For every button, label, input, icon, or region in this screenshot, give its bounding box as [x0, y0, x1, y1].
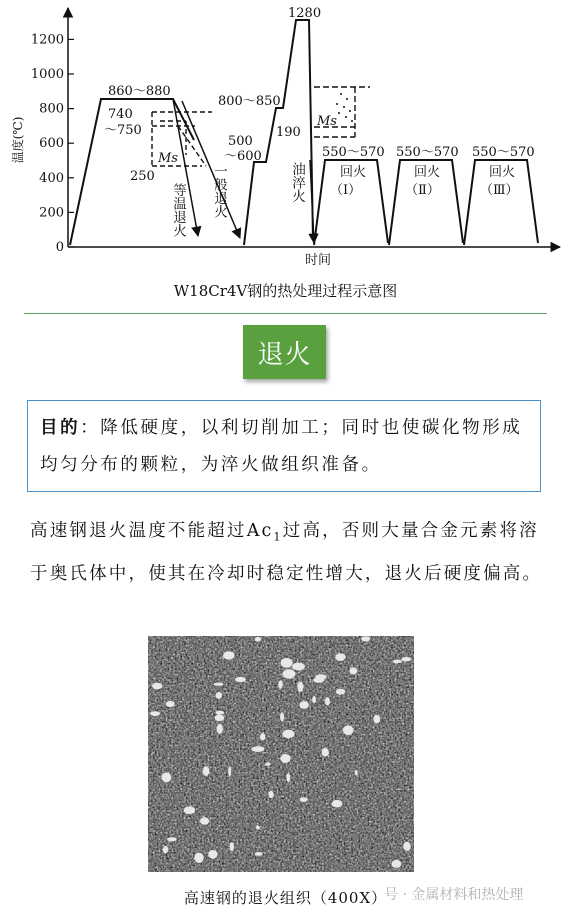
carbide-particle: [228, 766, 231, 776]
carbide-particle: [252, 746, 265, 752]
carbide-particle: [265, 762, 271, 766]
temper2-range: 550～570: [396, 145, 459, 160]
carbide-particle: [184, 806, 195, 814]
carbide-particle: [280, 754, 290, 763]
y-tick-label: 600: [39, 136, 64, 152]
carbide-particle: [256, 826, 260, 830]
carbide-particle: [281, 658, 293, 668]
ms-low-temp-label: 250: [130, 169, 155, 184]
normal-anneal-label: 一般退火: [211, 164, 227, 218]
purpose-label: 目的: [40, 418, 81, 438]
carbide-particle: [268, 791, 273, 798]
y-axis-ticks: [68, 39, 74, 247]
carbide-particle: [373, 715, 380, 724]
carbide-particle: [152, 683, 162, 690]
anneal-temp-label: 860～880: [108, 84, 171, 99]
carbide-particle: [292, 663, 305, 671]
y-axis-tick-labels: [31, 32, 64, 255]
carbide-particle: [167, 837, 176, 841]
carbide-particle: [322, 748, 329, 757]
carbide-particle: [163, 846, 168, 853]
carbide-particle: [280, 712, 284, 721]
carbide-particle: [335, 653, 345, 661]
isothermal-temp-label-a: 740: [108, 107, 133, 122]
temper3-numeral: （Ⅲ）: [480, 183, 519, 198]
peak-temp-label: 1280: [288, 6, 322, 21]
preheat2-label: 800～850: [218, 94, 281, 109]
y-tick-label: 200: [39, 205, 64, 221]
ms-dots: [336, 93, 353, 122]
carbide-particle: [325, 697, 330, 705]
carbide-particle: [299, 701, 309, 709]
temper3-range: 550～570: [472, 145, 535, 160]
carbide-particle: [332, 800, 343, 808]
preheat1-label: 500: [228, 134, 253, 149]
carbide-particle: [393, 660, 402, 663]
x-axis-label: 时间: [304, 253, 332, 268]
carbide-particle: [297, 682, 303, 692]
temper1-range: 550～570: [322, 145, 385, 160]
diagram-caption: W18Cr4V钢的热处理过程示意图: [173, 282, 398, 300]
temper3-label: 回火: [489, 165, 516, 180]
carbide-particle: [312, 696, 316, 703]
oil-quench-label: 油淬火: [289, 162, 305, 203]
carbide-particle: [162, 772, 172, 782]
carbide-particle: [260, 733, 265, 740]
preheat1b-label: ～600: [224, 149, 262, 164]
ms-low-label: Ms: [158, 151, 178, 166]
carbide-particle: [203, 766, 210, 776]
carbide-particle: [392, 860, 402, 868]
body-paragraph: [30, 513, 545, 593]
carbide-particle: [278, 680, 282, 689]
carbide-particle: [286, 773, 290, 782]
temper2-label: 回火: [414, 165, 441, 180]
ms-high-temp-label: 190: [276, 125, 301, 140]
y-axis-label: 温度(℃): [11, 116, 25, 164]
ms-high-label: Ms: [317, 114, 337, 129]
temper2-numeral: （Ⅱ）: [405, 183, 440, 198]
carbide-particle: [215, 715, 225, 721]
micrograph-image: [148, 636, 414, 872]
carbide-particle: [213, 683, 223, 686]
section-title-badge: 退火: [243, 325, 326, 379]
carbide-particle: [283, 669, 296, 678]
carbide-particle: [150, 711, 160, 716]
isothermal-anneal-label: 等温退火: [170, 183, 186, 237]
carbide-particle: [255, 637, 262, 642]
carbide-particle: [166, 701, 175, 707]
carbide-particle: [355, 770, 358, 776]
y-tick-label: 1000: [30, 67, 64, 82]
carbide-particle: [300, 797, 308, 802]
temper1-label: 回火: [340, 165, 367, 180]
carbide-particle: [336, 689, 345, 695]
carbide-particle: [282, 730, 294, 738]
section-divider: [24, 313, 547, 314]
carbide-particle: [216, 692, 223, 699]
carbide-particle: [223, 651, 234, 659]
y-tick-label: 800: [39, 101, 64, 117]
watermark: 号 · 金属材料和热处理: [384, 887, 524, 903]
carbide-particle: [361, 637, 370, 642]
isothermal-temp-label-b: ～750: [104, 123, 142, 138]
y-tick-label: 0: [55, 240, 64, 255]
y-tick-label: 1200: [30, 32, 64, 48]
carbide-particle: [235, 677, 246, 682]
micrograph-caption: 高速钢的退火组织（400X）: [183, 889, 388, 907]
carbide-particle: [350, 667, 358, 674]
heat-treatment-diagram: [0, 0, 571, 275]
carbide-particle: [217, 724, 223, 734]
carbide-particle: [313, 678, 324, 683]
carbide-particle: [230, 842, 234, 851]
body-subscript: 1: [273, 530, 283, 544]
ms-dash-box: [314, 87, 370, 137]
carbide-particle: [200, 817, 209, 824]
carbide-particle: [255, 852, 263, 856]
carbide-particle: [403, 842, 411, 851]
body-text-2: 过高，否则大量合金元素将溶于奥氏体中，使其在冷却时稳定性增大，退火后硬度偏高。: [30, 521, 543, 584]
carbide-particle: [194, 853, 203, 863]
purpose-text: ：降低硬度，以利切削加工；同时也使碳化物形成均匀分布的颗粒，为淬火做组织准备。: [40, 418, 523, 475]
carbide-particle: [343, 725, 354, 735]
temper1-numeral: （Ⅰ）: [330, 183, 362, 198]
carbide-particle: [208, 850, 217, 859]
purpose-box: [27, 400, 541, 492]
carbide-particle: [216, 711, 225, 715]
body-text-1: 高速钢退火温度不能超过Ac: [30, 521, 274, 541]
carbide-particle: [401, 657, 411, 661]
y-tick-label: 400: [39, 170, 64, 186]
